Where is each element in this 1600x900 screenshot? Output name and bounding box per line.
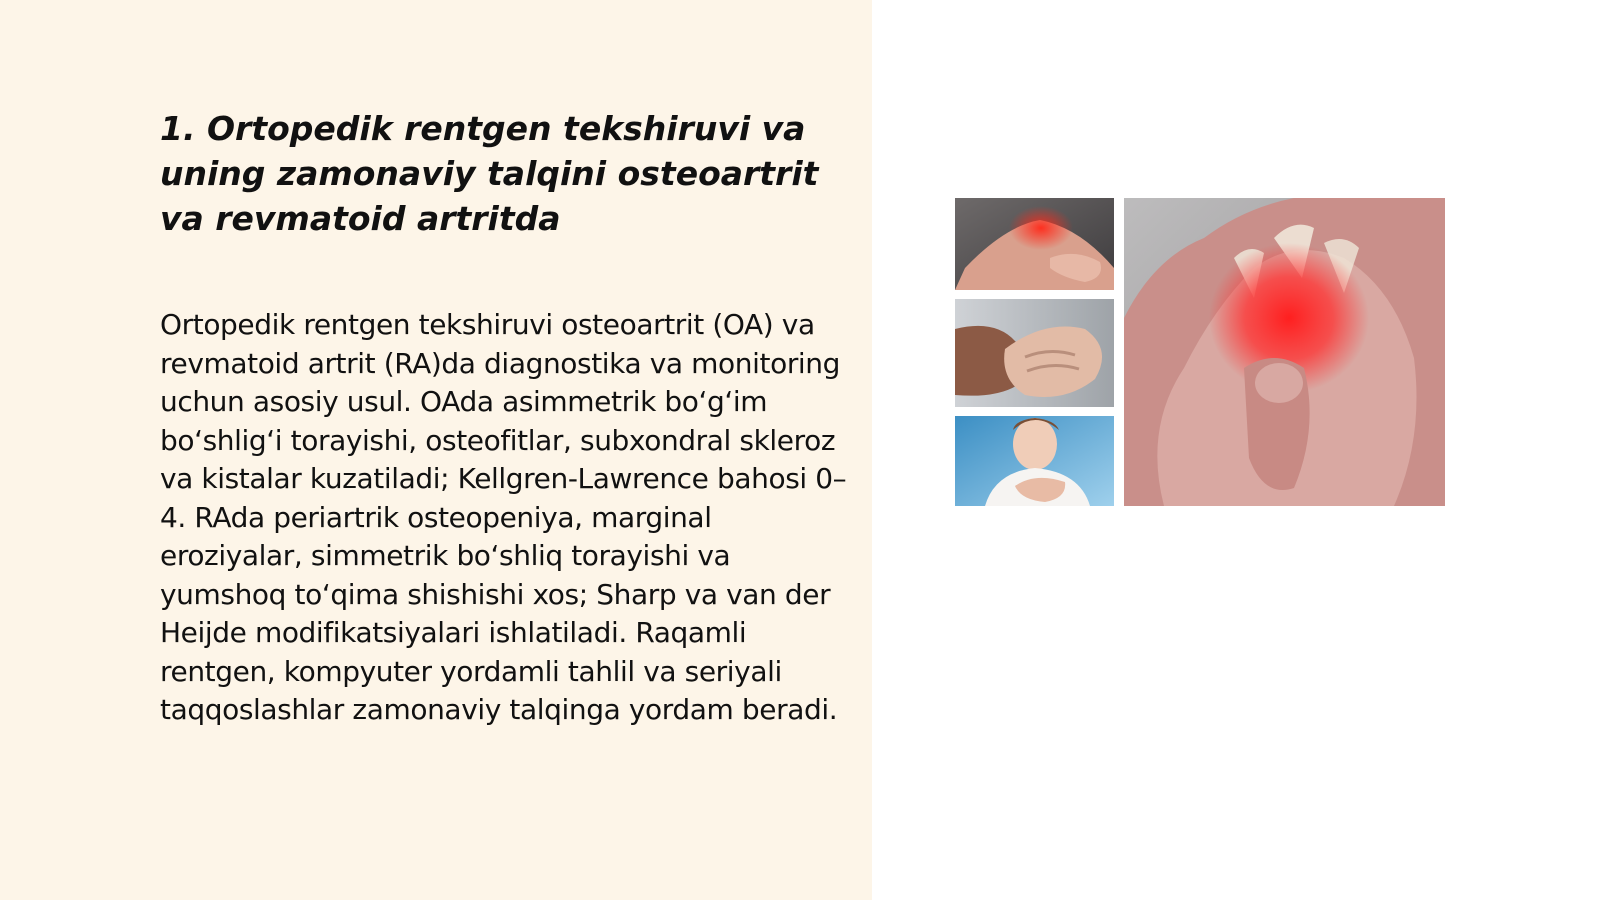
hands-arthritis-photo	[955, 299, 1114, 407]
slide-title: 1. Ortopedik rentgen tekshiruvi va uning zamonaviy talqini osteoartrit va revmatoid artritda	[160, 109, 819, 238]
shoulder-pain-photo	[955, 416, 1114, 506]
slide-body-text: Ortopedik rentgen tekshiruvi osteoartrit (OA) va revmatoid artrit (RA)da diagnostika va monitoring uchun asosiy usul. OAda asimmetrik bo‘g‘im bo‘shlig‘i torayishi, osteofitlar, subxondral skleroz va kistalar kuzatiladi; Kellgren-Lawrence bahosi 0–4. RAda periartrik osteopeniya, marginal eroziyalar, simmetrik bo‘shliq torayishi va yumshoq to‘qima shishishi xos; Sharp va van der Heijde modifikatsiyalari ishlatiladi. Raqamli rentgen, kompyuter yordamli tahlil va seriyali taqqoslashlar zamonaviy talqinga yordam beradi.	[160, 308, 847, 726]
knee-pain-photo	[955, 198, 1114, 290]
arthritis-image-collage	[955, 198, 1445, 506]
hand-joint-pain-photo	[1124, 198, 1445, 506]
